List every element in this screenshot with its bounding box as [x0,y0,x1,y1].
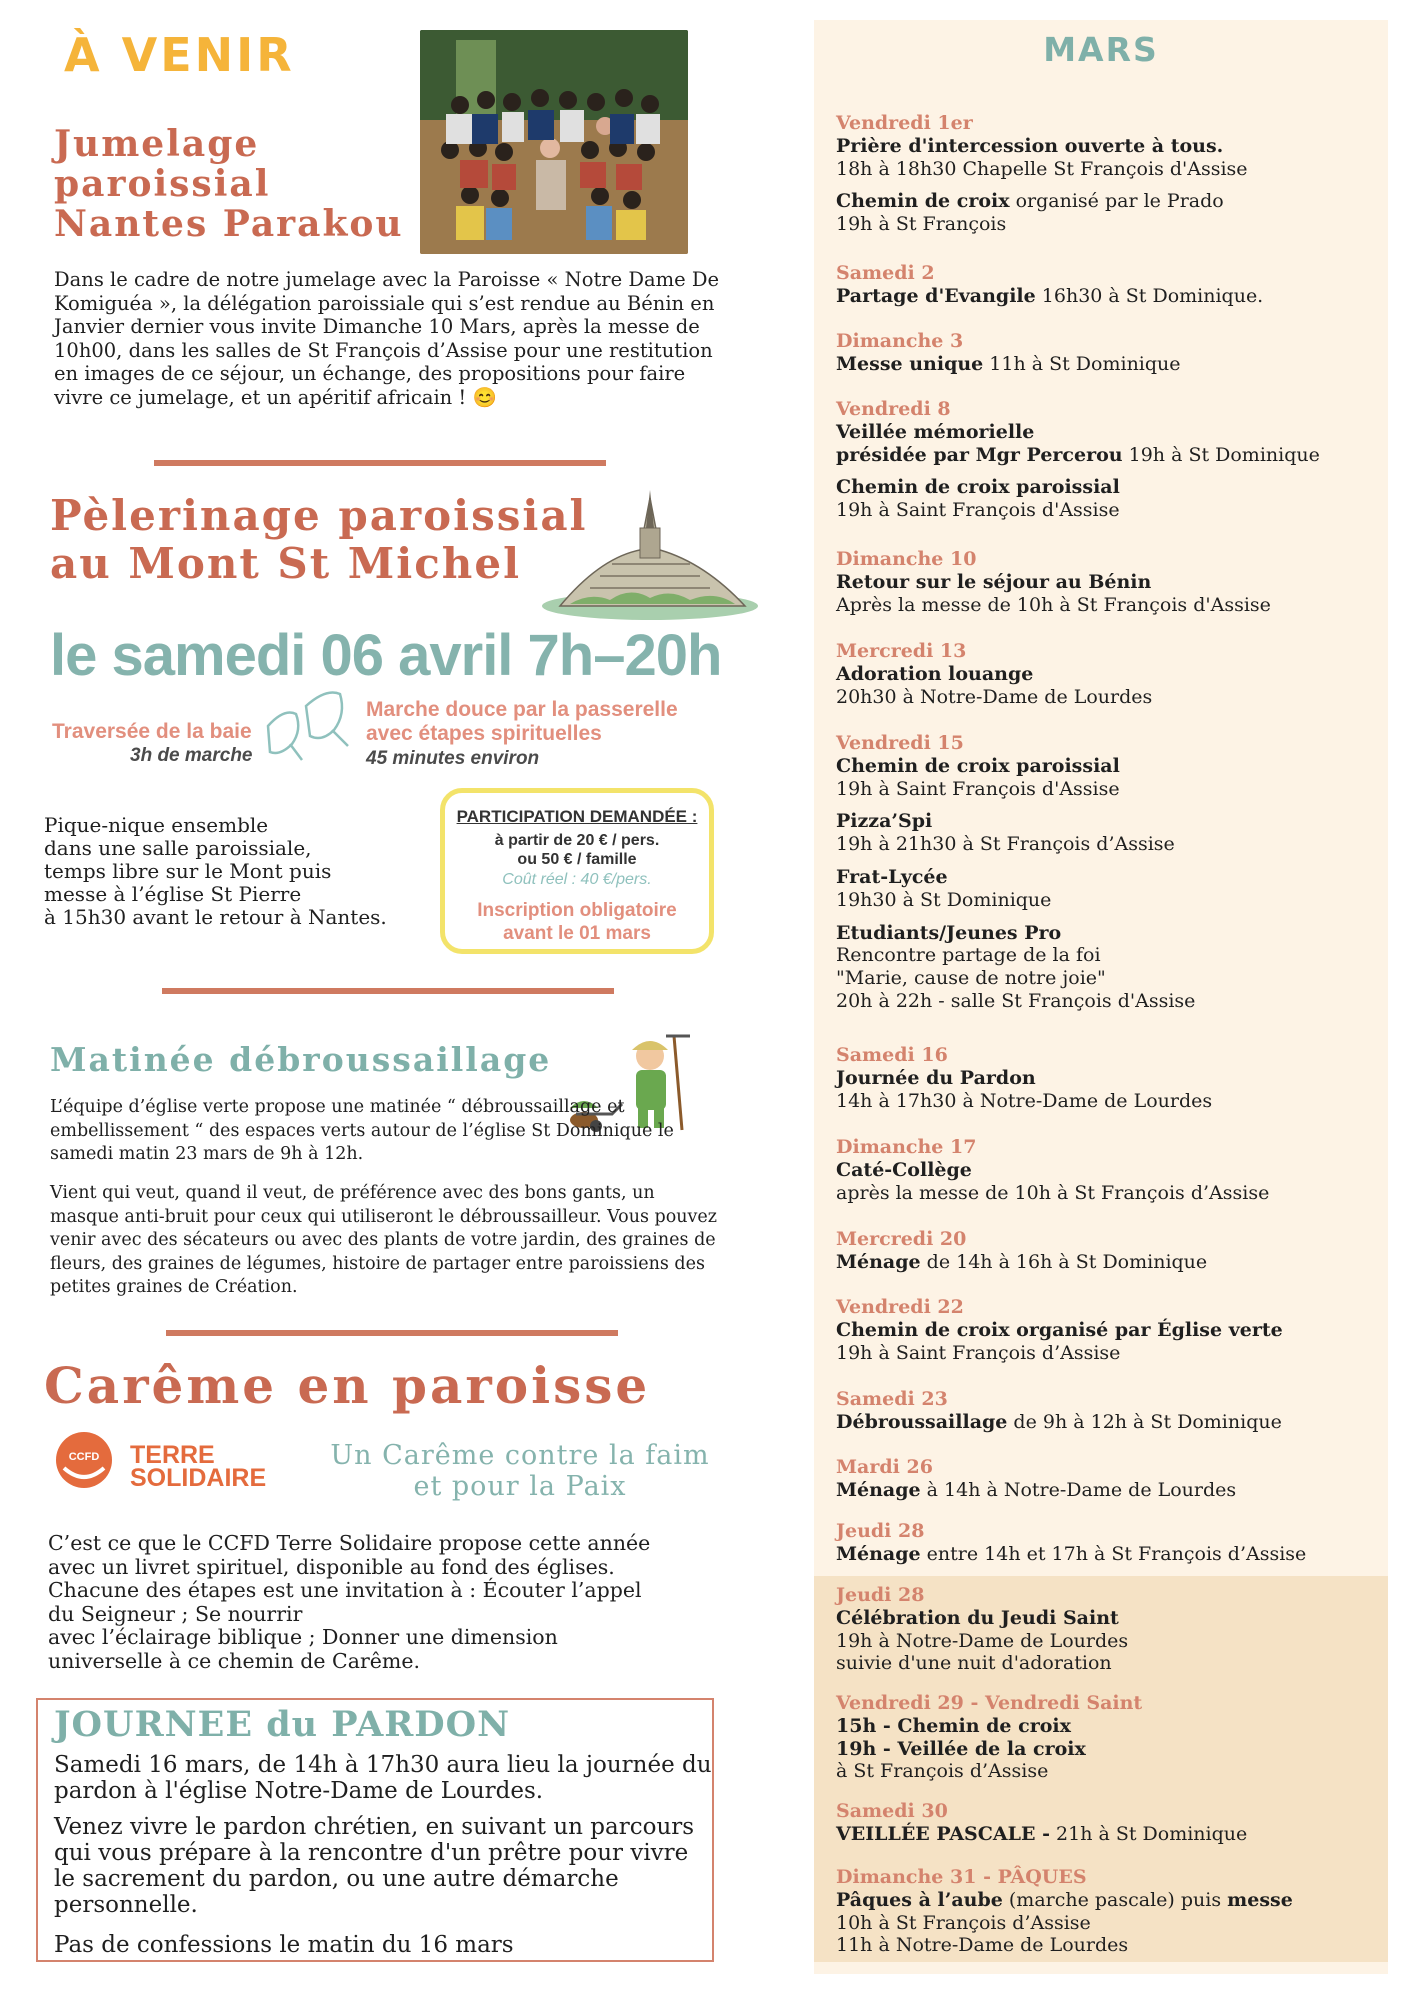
event-detail: 21h à St Dominique [1049,1822,1248,1845]
inscription-notice [445,899,709,945]
event-detail: 11h à St Dominique [983,352,1181,375]
a-venir-heading: À VENIR [64,28,295,82]
event-title: Chemin de croix paroissial [836,476,1120,499]
event-detail: 19h à St Dominique [1122,443,1320,466]
event-date: Mercredi 20 [836,1228,967,1250]
pardon-paragraph-3: Pas de confessions le matin du 16 mars [54,1932,514,1958]
pique-line-3: temps libre sur le Mont puis [44,859,332,883]
event-detail: 20h30 à Notre-Dame de Lourdes [836,685,1153,708]
event-vendredi-saint [836,1692,1376,1783]
event-date: Dimanche 3 [836,330,964,352]
event-title: Pizza’Spi [836,810,933,833]
pique-line-2: dans une salle paroissiale, [44,836,312,860]
event-dimanche-3 [836,330,1376,376]
footprints-icon [262,686,354,766]
event-mercredi-13 [836,640,1376,708]
event-detail: 19h30 à St Dominique [836,888,1052,911]
event-title: VEILLÉE PASCALE - [836,1822,1050,1845]
event-date: Jeudi 28 [836,1584,925,1606]
participation-box [440,788,714,954]
jumelage-title-line-2: paroissial [54,163,271,205]
event-date: Samedi 2 [836,262,935,284]
debroussaillage-paragraph-1: L’équipe d’église verte propose une matinée “ débroussaillage et embellissement “ des espaces verts autour de l’église St Dominique le samedi matin 23 mars de 9h à 12h. [50,1097,674,1164]
pelerinage-title-line-1: Pèlerinage paroissial [50,491,588,540]
event-date: Vendredi 15 [836,732,964,754]
event-title: Etudiants/Jeunes Pro [836,921,1062,944]
event-date: Dimanche 17 [836,1136,977,1158]
event-detail: 14h à 17h30 à Notre-Dame de Lourdes [836,1089,1213,1112]
pardon-paragraph-2: Venez vivre le pardon chrétien, en suivant un parcours qui vous prépare à la rencontre d'un prêtre pour vivre le sacrement du pardon, ou une autre démarche personnelle. [54,1814,695,1918]
event-mardi-26 [836,1456,1376,1502]
event-title: Ménage [836,1478,921,1501]
event-samedi-2 [836,262,1376,308]
event-dimanche-17 [836,1136,1376,1204]
event-title: Chemin de croix [836,190,1010,213]
pique-nique-text [44,814,444,929]
event-vendredi-8 [836,398,1376,522]
event-detail: organisé par le Prado [1009,190,1224,213]
event-date: Dimanche 10 [836,548,977,570]
event-title: Prière d'intercession ouverte à tous. [836,134,1224,157]
participation-price-person: à partir de 20 € / pers. [494,832,660,849]
marche-douce-label [366,698,678,746]
event-title: Partage d'Evangile [836,284,1036,307]
event-title: Retour sur le séjour au Bénin [836,570,1152,593]
debroussaillage-title: Matinée débroussaillage [50,1040,552,1079]
ccfd-logo-text: CCFD [68,1451,100,1463]
event-title: Ménage [836,1250,921,1273]
event-detail: 10h à St François d’Assise [836,1911,1091,1934]
event-title: Caté-Collège [836,1158,972,1181]
careme-line-4: du Seigneur ; Se nourrir [48,1601,303,1626]
ccfd-logo-icon [54,1430,114,1490]
event-title: 19h - Veillée de la croix [836,1737,1086,1760]
event-title: présidée par Mgr Percerou [836,443,1123,466]
event-date: Vendredi 8 [836,398,951,420]
event-jeudi-28-menage [836,1520,1376,1566]
jumelage-title [54,124,404,244]
event-title: Ménage [836,1542,921,1565]
event-detail: 19h à Saint François d'Assise [836,499,1120,522]
traversee-duration: 3h de marche [130,745,253,766]
mont-saint-michel-illustration [540,488,760,623]
event-title: Veillée mémorielle [836,420,1035,443]
event-detail: 16h30 à St Dominique. [1035,284,1264,307]
event-detail: 19h à Saint François d'Assise [836,777,1120,800]
careme-line-3: Chacune des étapes est une invitation à : Écouter l’appel [48,1578,642,1602]
pelerinage-title-line-2: au Mont St Michel [50,539,522,588]
event-detail: 19h à 21h30 à St François d’Assise [836,833,1175,856]
debroussaillage-paragraph-2: Vient qui veut, quand il veut, de préférence avec des bons gants, un masque anti-bruit pour ceux qui utiliseront le débroussailleur. Vous pouvez venir avec des sécateurs ou avec des plants de votre jardin, des graines de fleurs, des graines de légumes, histoire de partager entre paroissiens des petites graines de Création. [50,1183,717,1297]
pardon-title: JOURNEE du PARDON [54,1704,511,1745]
event-detail: 18h à 18h30 Chapelle St François d'Assise [836,157,1248,180]
careme-subtitle-line-2: et pour la Paix [413,1471,627,1502]
event-vendredi-15 [836,732,1376,1013]
event-dimanche-10 [836,548,1376,616]
event-title: 15h - Chemin de croix [836,1714,1071,1737]
event-title: Débroussaillage [836,1410,1008,1433]
traversee-label: Traversée de la baie [52,720,252,743]
careme-line-1: C’est ce que le CCFD Terre Solidaire propose cette année [48,1531,651,1555]
participation-title: PARTICIPATION DEMANDÉE : [456,807,698,826]
divider [162,988,614,994]
event-vendredi-22 [836,1296,1376,1364]
pelerinage-title [50,492,588,588]
careme-line-5: avec l’éclairage biblique ; Donner une dimension [48,1625,558,1649]
event-date: Samedi 16 [836,1044,948,1066]
careme-subtitle-line-1: Un Carême contre la faim [330,1440,710,1471]
divider [166,1330,618,1336]
marche-line-1: Marche douce par la passerelle [366,698,678,721]
careme-line-2: avec un livret spirituel, disponible au fond des églises. [48,1554,615,1579]
event-title: Pâques à l’aube [836,1888,1003,1911]
event-date: Jeudi 28 [836,1520,925,1542]
event-samedi-23 [836,1388,1376,1434]
jumelage-title-line-3: Nantes Parakou [54,203,404,245]
marche-duration: 45 minutes environ [366,748,540,769]
event-date: Vendredi 1er [836,112,973,134]
inscription-line-2: avant le 01 mars [503,923,651,944]
event-dimanche-paques [836,1866,1376,1957]
event-detail: "Marie, cause de notre joie" [836,967,1106,990]
event-title: messe [1227,1888,1293,1911]
event-jeudi-saint [836,1584,1376,1675]
month-heading: MARS [1043,30,1159,69]
event-detail: 11h à Notre-Dame de Lourdes [836,1934,1129,1957]
pique-line-4: messe à l’église St Pierre [44,882,302,906]
event-detail: à 14h à Notre-Dame de Lourdes [920,1478,1237,1501]
event-mercredi-20 [836,1228,1376,1274]
careme-line-6: universelle à ce chemin de Carême. [48,1648,420,1673]
event-date: Dimanche 31 - PÂQUES [836,1866,1087,1888]
event-detail: 20h à 22h - salle St François d'Assise [836,989,1196,1012]
event-detail: Rencontre partage de la foi [836,944,1101,967]
event-detail: suivie d'une nuit d'adoration [836,1652,1112,1675]
event-detail: de 9h à 12h à St Dominique [1007,1410,1282,1433]
event-detail: à St François d’Assise [836,1760,1049,1783]
event-detail: de 14h à 16h à St Dominique [920,1250,1208,1273]
participation-price-family: ou 50 € / famille [517,851,637,868]
pelerinage-date: le samedi 06 avril 7h–20h [50,623,722,688]
event-date: Samedi 30 [836,1800,948,1822]
careme-text [48,1532,728,1673]
jumelage-title-line-1: Jumelage [54,123,260,165]
event-title: Célébration du Jeudi Saint [836,1606,1119,1629]
pardon-paragraph-1: Samedi 16 mars, de 14h à 17h30 aura lieu la journée du pardon à l'église Notre-Dame de Lourdes. [54,1752,712,1804]
event-title: Adoration louange [836,662,1034,685]
event-title: Messe unique [836,352,984,375]
jumelage-group-photo [420,30,688,254]
event-samedi-30 [836,1800,1376,1846]
event-detail: 19h à Saint François d’Assise [836,1341,1121,1364]
event-detail: après la messe de 10h à St François d’Assise [836,1181,1270,1204]
participation-real-cost: Coût réel : 40 €/pers. [502,871,652,888]
careme-title: Carême en paroisse [44,1356,651,1415]
event-samedi-16 [836,1044,1376,1112]
event-title: Chemin de croix paroissial [836,754,1120,777]
event-title: Frat-Lycée [836,865,948,888]
terre-solidaire-logo-text [130,1441,267,1492]
event-title: Journée du Pardon [836,1066,1036,1089]
event-date: Vendredi 29 - Vendredi Saint [836,1692,1143,1714]
logo-line-2: SOLIDAIRE [130,1464,267,1492]
event-date: Mardi 26 [836,1456,933,1478]
event-detail: 19h à St François [836,213,1007,236]
pique-line-1: Pique-nique ensemble [44,813,269,837]
event-detail: 19h à Notre-Dame de Lourdes [836,1629,1129,1652]
event-date: Mercredi 13 [836,640,967,662]
pique-line-5: à 15h30 avant le retour à Nantes. [44,905,387,929]
event-detail: entre 14h et 17h à St François d’Assise [920,1542,1307,1565]
inscription-line-1: Inscription obligatoire [477,900,677,921]
careme-subtitle [328,1440,712,1502]
event-title: Chemin de croix organisé par Église verte [836,1318,1283,1341]
jumelage-text: Dans le cadre de notre jumelage avec la Paroisse « Notre Dame De Komiguéa », la délégation paroissiale qui s’est rendue au Bénin en Janvier dernier vous invite Dimanche 10 Mars, après la messe de 10h00, dans les salles de St François d’Assise pour une restitution en images de ce séjour, un échange, des propositions pour faire vivre ce jumelage, et un apéritif africain ! 😊 [54,268,719,409]
marche-line-2: avec étapes spirituelles [366,722,602,745]
event-detail: (marche pascale) puis [1002,1888,1228,1911]
logo-line-1: TERRE [130,1441,215,1469]
event-vendredi-1 [836,112,1376,236]
event-date: Samedi 23 [836,1388,948,1410]
divider [154,460,606,466]
event-date: Vendredi 22 [836,1296,964,1318]
event-detail: Après la messe de 10h à St François d'Assise [836,593,1271,616]
